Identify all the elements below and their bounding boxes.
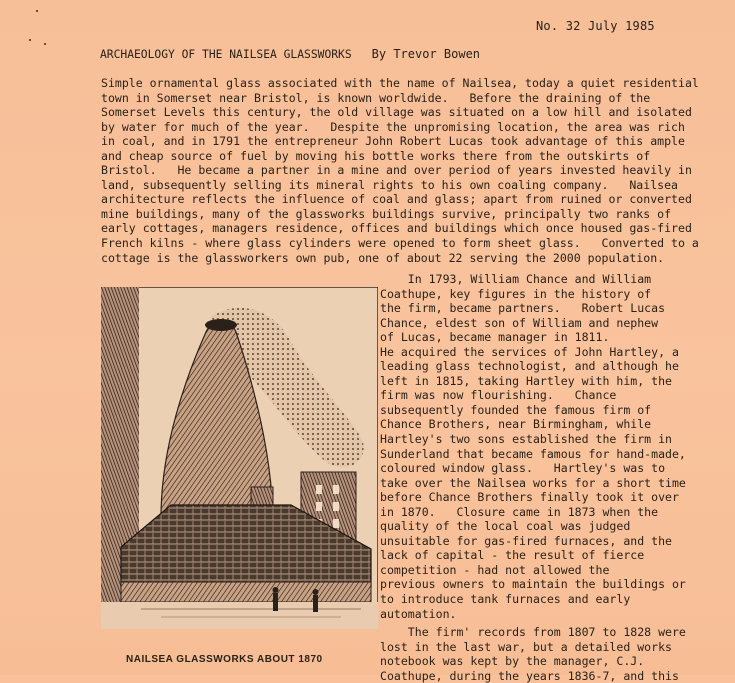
text-line: Hartley's two sons established the firm in xyxy=(380,432,672,447)
text-line: before Chance Brothers finally took it over xyxy=(380,490,679,505)
text-line: cottage is the glassworkers own pub, one of about 22 serving the 2000 population. xyxy=(101,250,665,265)
text-line: land, subsequently selling its mineral rights to his own coaling company. Nailsea xyxy=(101,177,679,192)
article-title: ARCHAEOLOGY OF THE NAILSEA GLASSWORKS xyxy=(100,48,352,61)
text-line: subsequently founded the famous firm of xyxy=(380,402,652,417)
glassworks-engraving xyxy=(101,287,378,629)
text-line: Sunderland that became famous for hand-made, xyxy=(380,446,686,461)
text-line: Chance, eldest son of William and nephew xyxy=(380,315,659,330)
text-line: leading glass technologist, and although he xyxy=(380,359,679,374)
article-heading xyxy=(100,47,480,61)
text-line: automation. xyxy=(380,606,457,621)
text-line: architecture reflects the influence of coal and glass; apart from ruined or converted xyxy=(101,192,692,207)
text-line: He acquired the services of John Hartley, a xyxy=(380,344,679,359)
text-line: town in Somerset near Bristol, is known worldwide. Before the draining of the xyxy=(101,90,651,105)
issue-number: No. 32 July 1985 xyxy=(536,19,655,33)
text-line: in coal, and in 1791 the entrepreneur John Robert Lucas took advantage of this ample xyxy=(101,134,685,149)
text-line: in 1870. Closure came in 1873 when the xyxy=(380,504,659,519)
speck-mark xyxy=(44,43,46,45)
text-line: firm was now flourishing. Chance xyxy=(380,388,617,403)
text-line: French kilns - where glass cylinders were opened to form sheet glass. Converted to a xyxy=(101,236,699,251)
text-line: notebook was kept by the manager, C.J. xyxy=(380,654,645,669)
intro-paragraph xyxy=(101,76,721,265)
figure-caption: NAILSEA GLASSWORKS ABOUT 1870 xyxy=(126,654,323,665)
text-line: mine buildings, many of the glassworks buildings survive, principally two ranks of xyxy=(101,206,672,221)
speck-mark xyxy=(36,10,38,12)
text-line: and cheap source of fuel by moving his bottle works there from the outskirts of xyxy=(101,148,651,163)
text-line: lack of capital - the result of fierce xyxy=(380,548,645,563)
article-byline: By Trevor Bowen xyxy=(371,47,481,61)
right-column-paragraph-2 xyxy=(380,625,725,683)
text-line: take over the Nailsea works for a short time xyxy=(380,475,686,490)
text-line: Chance Brothers, near Birmingham, while xyxy=(380,417,652,432)
text-line: Simple ornamental glass associated with the name of Nailsea, today a quiet residential xyxy=(101,76,699,90)
text-line: to introduce tank furnaces and early xyxy=(380,592,631,607)
text-line: of Lucas, became manager in 1811. xyxy=(380,330,610,345)
text-line: Coathupe, key figures in the history of xyxy=(380,286,652,301)
text-line: coloured window glass. Hartley's was to xyxy=(380,461,666,476)
text-line: In 1793, William Chance and William xyxy=(380,272,652,286)
text-line: Bristol. He became a partner in a mine and over period of years invested heavily in xyxy=(101,163,692,178)
text-line: left in 1815, taking Hartley with him, the xyxy=(380,373,672,388)
text-line: Coathupe, during the years 1836-7, and this xyxy=(380,668,679,683)
text-line: the firm, became partners. Robert Lucas xyxy=(380,301,666,316)
text-line: quality of the local coal was judged xyxy=(380,519,631,534)
text-line: lost in the last war, but a detailed works xyxy=(380,639,672,654)
glassworks-illustration xyxy=(101,287,378,629)
text-line: competition - had not allowed the xyxy=(380,562,610,577)
text-line: early cottages, managers residence, offices and buildings which once housed gas-fired xyxy=(101,221,692,236)
text-line: The firm' records from 1807 to 1828 were xyxy=(380,625,686,639)
text-line: previous owners to maintain the buildings or xyxy=(380,577,686,592)
text-line: unsuitable for gas-fired furnaces, and the xyxy=(380,533,672,548)
right-column-paragraph xyxy=(380,272,725,621)
text-line: by water for much of the year. Despite the unpromising location, the area was rich xyxy=(101,119,685,134)
text-line: Somerset Levels this century, the old village was situated on a low hill and isolated xyxy=(101,105,692,120)
speck-mark xyxy=(29,39,31,41)
